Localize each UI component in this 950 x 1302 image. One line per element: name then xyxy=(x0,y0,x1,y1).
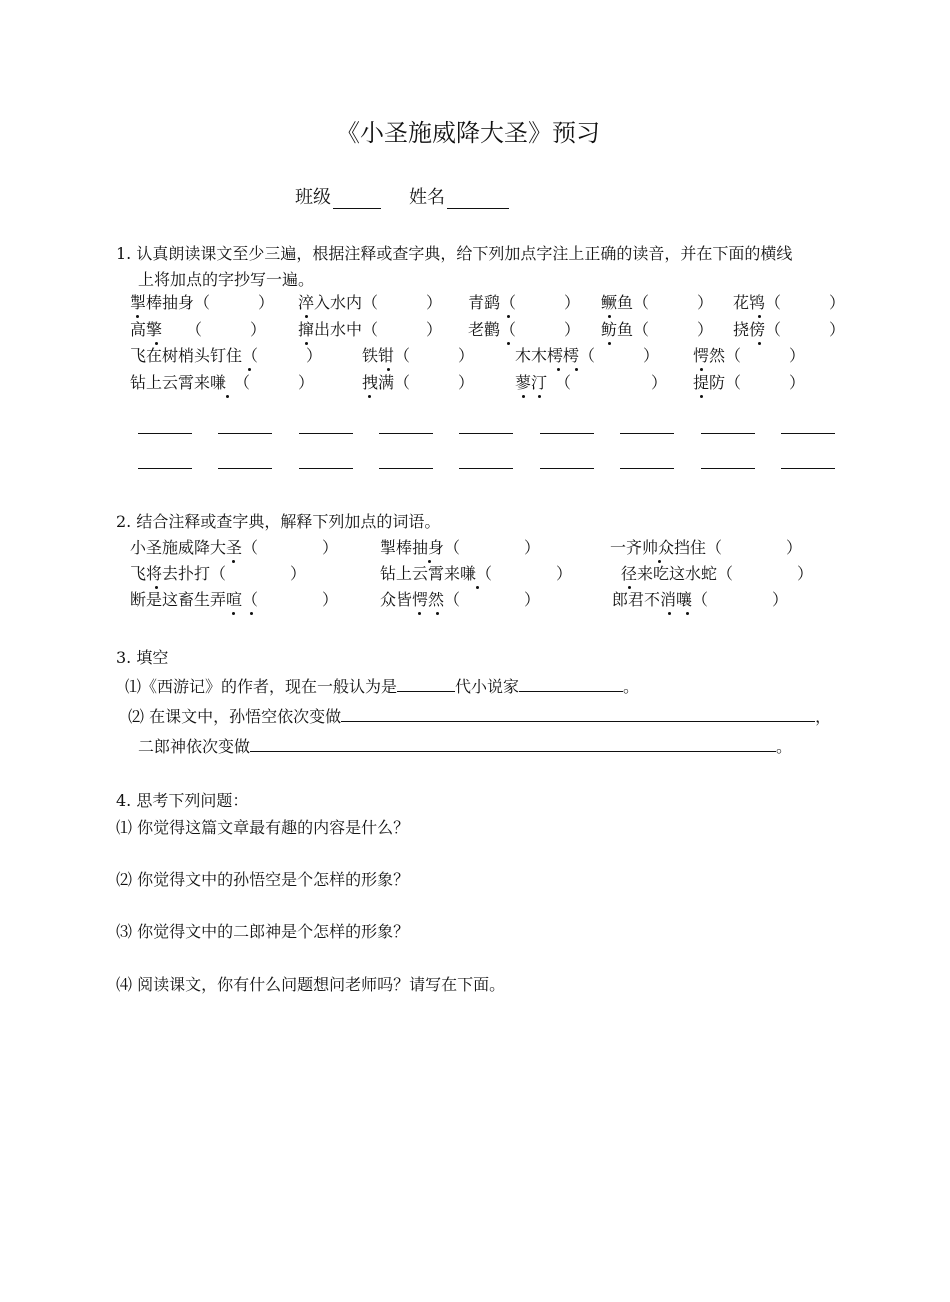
q1-instruction-line2: 上将加点的字抄写一遍。 xyxy=(138,270,315,289)
q3-line1-prompt: ⑴《西游记》的作者，现在一般认为是 xyxy=(125,677,398,696)
q1-item: 铁钳（ ） xyxy=(362,346,475,365)
copy-line[interactable] xyxy=(138,432,192,434)
q3-heading: 3. 填空 xyxy=(116,648,169,667)
author-blank[interactable] xyxy=(519,675,623,692)
q2-item: 掣棒抽身（ ） xyxy=(380,538,541,557)
emphasis-dot xyxy=(522,395,525,398)
copy-line[interactable] xyxy=(218,432,272,434)
copy-line[interactable] xyxy=(781,467,835,469)
emphasis-dot xyxy=(628,586,631,589)
emphasis-dot xyxy=(668,612,671,615)
emphasis-dot xyxy=(248,368,251,371)
copy-line[interactable] xyxy=(299,432,353,434)
q1-item: 鳜鱼（ ） xyxy=(601,293,714,312)
q1-item: 提防（ ） xyxy=(693,373,806,392)
emphasis-dot xyxy=(428,560,431,563)
q2-heading: 2. 结合注释或查字典，解释下列加点的词语。 xyxy=(116,512,441,531)
class-field[interactable] xyxy=(333,207,381,209)
q2-item: 飞将去扑打（ ） xyxy=(130,564,307,583)
q2-item: 钻上云霄来嗛（ ） xyxy=(380,564,573,583)
emphasis-dot xyxy=(686,612,689,615)
copy-line[interactable] xyxy=(299,467,353,469)
emphasis-dot xyxy=(250,612,253,615)
q4-question: ⑴ 你觉得这篇文章最有趣的内容是什么？ xyxy=(116,818,410,837)
emphasis-dot xyxy=(758,315,761,318)
q2-item: 众皆愕然（ ） xyxy=(380,590,541,609)
copy-line[interactable] xyxy=(701,467,755,469)
emphasis-dot xyxy=(136,315,139,318)
emphasis-dot xyxy=(232,560,235,563)
name-label: 姓名 xyxy=(409,187,445,208)
emphasis-dot xyxy=(305,315,308,318)
q3-line1-mid: 代小说家 xyxy=(455,677,520,696)
emphasis-dot xyxy=(700,368,703,371)
q1-item: 挠傍（ ） xyxy=(733,320,846,339)
q1-item: 青鹞（ ） xyxy=(468,293,581,312)
wukong-transform-blank[interactable] xyxy=(341,705,815,722)
q3-line1-end: 。 xyxy=(623,677,640,696)
erlang-transform-blank[interactable] xyxy=(250,735,776,752)
q4-question: ⑷ 阅读课文，你有什么问题想问老师吗？请写在下面。 xyxy=(116,975,506,994)
emphasis-dot xyxy=(575,368,578,371)
emphasis-dot xyxy=(557,368,560,371)
emphasis-dot xyxy=(232,612,235,615)
q1-item: 拽满（ ） xyxy=(362,373,475,392)
copy-line[interactable] xyxy=(540,432,594,434)
q1-item: 掣棒抽身（ ） xyxy=(130,293,275,312)
q4-heading: 4. 思考下列问题： xyxy=(116,791,249,810)
q1-item: 撺出水中（ ） xyxy=(298,320,443,339)
copy-line[interactable] xyxy=(701,432,755,434)
emphasis-dot xyxy=(155,342,158,345)
copy-line[interactable] xyxy=(379,467,433,469)
emphasis-dot xyxy=(368,395,371,398)
q1-item: 高擎 （ ） xyxy=(130,320,267,339)
copy-line[interactable] xyxy=(620,432,674,434)
q3-line2-prompt: ⑵ 在课文中，孙悟空依次变做 xyxy=(128,707,342,726)
copy-line[interactable] xyxy=(620,467,674,469)
emphasis-dot xyxy=(226,395,229,398)
q3-line3-prompt: 二郎神依次变做 xyxy=(138,737,251,756)
copy-line[interactable] xyxy=(138,467,192,469)
q1-item: 老鹳（ ） xyxy=(468,320,581,339)
q4-question: ⑵ 你觉得文中的孙悟空是个怎样的形象？ xyxy=(116,870,410,889)
q1-item: 花鸨（ ） xyxy=(733,293,846,312)
q3-line2 xyxy=(128,705,831,727)
emphasis-dot xyxy=(155,586,158,589)
q2-item: 郎君不消嚷（ ） xyxy=(612,590,789,609)
copy-line[interactable] xyxy=(459,432,513,434)
copy-line[interactable] xyxy=(781,432,835,434)
emphasis-dot xyxy=(608,315,611,318)
q1-item: 飞在树梢头钉住（ ） xyxy=(130,346,323,365)
q1-item: 钻上云霄来嗛 （ ） xyxy=(130,373,315,392)
copy-line[interactable] xyxy=(379,432,433,434)
q1-item: 木木樗樗（ ） xyxy=(515,346,660,365)
emphasis-dot xyxy=(436,612,439,615)
emphasis-dot xyxy=(305,342,308,345)
q3-line3 xyxy=(138,735,792,757)
copy-line[interactable] xyxy=(459,467,513,469)
copy-line[interactable] xyxy=(540,467,594,469)
q1-item: 蓼汀 （ ） xyxy=(515,373,668,392)
emphasis-dot xyxy=(608,342,611,345)
emphasis-dot xyxy=(658,560,661,563)
page-title: 《小圣施威降大圣》预习 xyxy=(336,119,600,147)
q1-item: 淬入水内（ ） xyxy=(298,293,443,312)
emphasis-dot xyxy=(507,315,510,318)
q2-item: 一齐帅众挡住（ ） xyxy=(610,538,803,557)
emphasis-dot xyxy=(418,612,421,615)
name-field[interactable] xyxy=(447,207,509,209)
q1-item: 愕然（ ） xyxy=(693,346,806,365)
q2-item: 径来吃这水蛇（ ） xyxy=(621,564,814,583)
q4-question: ⑶ 你觉得文中的二郎神是个怎样的形象？ xyxy=(116,922,410,941)
q1-instruction-line1: 1. 认真朗读课文至少三遍，根据注释或查字典，给下列加点字注上正确的读音，并在下面的横线 xyxy=(116,244,793,263)
q3-line2-end: ， xyxy=(815,707,832,726)
q3-line3-end: 。 xyxy=(776,737,793,756)
emphasis-dot xyxy=(538,395,541,398)
q2-item: 断是这畜生弄喧（ ） xyxy=(130,590,339,609)
dynasty-blank[interactable] xyxy=(397,675,455,692)
class-label: 班级 xyxy=(295,187,331,208)
copy-line[interactable] xyxy=(218,467,272,469)
q3-line1 xyxy=(125,675,639,697)
q2-item: 小圣施威降大圣（ ） xyxy=(130,538,339,557)
q1-item: 鲂鱼（ ） xyxy=(601,320,714,339)
emphasis-dot xyxy=(700,395,703,398)
emphasis-dot xyxy=(758,342,761,345)
emphasis-dot xyxy=(387,368,390,371)
emphasis-dot xyxy=(507,342,510,345)
emphasis-dot xyxy=(476,586,479,589)
